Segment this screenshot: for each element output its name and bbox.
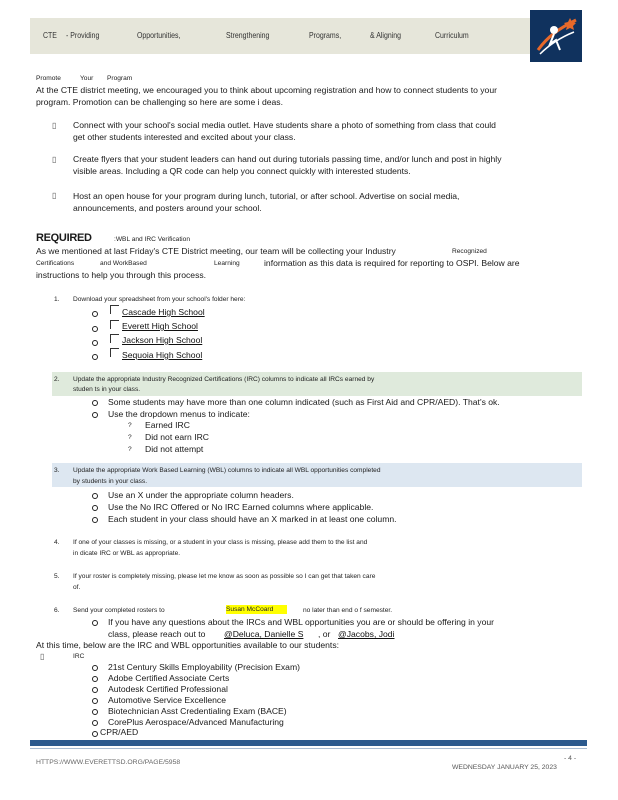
step-number: 5. [54, 573, 60, 580]
contact-mention-link[interactable]: @Jacobs, Jodi [338, 629, 395, 639]
step-text: of. [73, 584, 81, 591]
checkbox-icon [110, 348, 119, 357]
bullet-line: announcements, and posters around your school. [73, 203, 262, 213]
school-link[interactable]: Cascade High School [122, 307, 205, 317]
sub-bullet-text: class, please reach out to [108, 629, 206, 639]
irc-item: Automotive Service Excellence [108, 695, 226, 705]
square-bullet-icon: ▯ [52, 191, 57, 200]
step-number: 3. [54, 467, 60, 474]
required-line: Learning [214, 260, 240, 267]
irc-label: IRC [73, 653, 85, 660]
school-link[interactable]: Sequoia High School [122, 350, 203, 360]
circle-bullet-icon [92, 354, 98, 360]
circle-bullet-icon [92, 731, 98, 737]
step-number: 4. [54, 539, 60, 546]
circle-bullet-icon [92, 326, 98, 332]
circle-bullet-icon [92, 698, 98, 704]
option-mark: ? [128, 422, 132, 429]
irc-item: Autodesk Certified Professional [108, 684, 228, 694]
dropdown-option-text: Did not earn IRC [145, 432, 210, 442]
bullet-line: Host an open house for your program during lunch, tutorial, or after school. Advertise on social media, [73, 191, 460, 201]
district-logo-icon [530, 10, 582, 62]
sub-bullet-text: Each student in your class should have an X marked in at least one column. [108, 514, 397, 524]
bullet-line: Connect with your school's social media outlet. Have students share a photo of something from class that could [73, 120, 496, 130]
promote-paragraph-line: program. Promotion can be challenging so here are some i deas. [36, 97, 283, 107]
required-label: REQUIRED [36, 232, 92, 244]
circle-bullet-icon [92, 720, 98, 726]
irc-item: 21st Century Skills Employability (Precision Exam) [108, 662, 300, 672]
step-text: by students in your class. [73, 478, 148, 485]
step-text: Update the appropriate Work Based Learning (WBL) columns to indicate all WBL opportunities completed [73, 467, 381, 474]
circle-bullet-icon [92, 517, 98, 523]
circle-bullet-icon [92, 665, 98, 671]
required-subtitle: :WBL and IRC Verification [114, 236, 190, 243]
irc-intro: At this time, below are the IRC and WBL opportunities available to our students: [36, 640, 340, 650]
required-line: and WorkBased [100, 260, 147, 267]
step-text: studen ts in your class. [73, 386, 141, 393]
irc-item: Biotechnician Asst Credentialing Exam (BACE) [108, 706, 287, 716]
dropdown-option-text: Earned IRC [145, 420, 190, 430]
footer-date: WEDNESDAY JANUARY 25, 2023 [452, 764, 557, 771]
step-number: 6. [54, 607, 60, 614]
step-text: If your roster is completely missing, please let me know as soon as possible so I can get that taken care [73, 573, 376, 580]
page-number: - 4 - [564, 755, 577, 762]
required-line: instructions to help you through this process. [36, 270, 207, 280]
square-bullet-icon: ▯ [40, 652, 45, 661]
header-title [30, 18, 557, 54]
square-bullet-icon: ▯ [52, 121, 57, 130]
option-mark: ? [128, 446, 132, 453]
circle-bullet-icon [92, 687, 98, 693]
required-line: As we mentioned at last Friday's CTE District meeting, our team will be collecting your Industry [36, 246, 396, 256]
promote-heading-word: Your [80, 75, 94, 82]
irc-item: CorePlus Aerospace/Advanced Manufacturing [108, 717, 284, 727]
step-number: 2. [54, 376, 60, 383]
footer-url: HTTPS://WWW.EVERETTSD.ORG/PAGE/5958 [36, 759, 181, 766]
footer-rule [30, 740, 587, 746]
header-band [30, 18, 557, 54]
checkbox-icon [110, 320, 119, 329]
school-link[interactable]: Everett High School [122, 321, 198, 331]
footer-rule-thin [30, 748, 587, 749]
step-text: If one of your classes is missing, or a student in your class is missing, please add them to the list and [73, 539, 368, 546]
header-word: Strengthening [226, 30, 270, 40]
header-word: - Providing [66, 30, 100, 40]
circle-bullet-icon [92, 676, 98, 682]
dropdown-option-text: Did not attempt [145, 444, 204, 454]
required-line: Certifications [36, 260, 75, 267]
step-number: 1. [54, 296, 60, 303]
bullet-line: visible areas. Including a QR code can help you connect quickly with interested students. [73, 166, 411, 176]
promote-heading-word: Promote [36, 75, 61, 82]
circle-bullet-icon [92, 493, 98, 499]
step-text: in dicate IRC or WBL as appropriate. [73, 550, 181, 557]
circle-bullet-icon [92, 709, 98, 715]
header-word: Opportunities, [137, 30, 181, 40]
sub-bullet-text: If you have any questions about the IRCs and WBL opportunities you are or should be offering in your [108, 617, 495, 627]
circle-bullet-icon [92, 505, 98, 511]
square-bullet-icon: ▯ [52, 155, 57, 164]
bullet-line: Create flyers that your student leaders can hand out during tutorials passing time, and/or lunch and post in highly [73, 154, 502, 164]
step-text: Update the appropriate Industry Recognized Certifications (IRC) columns to indicate all IRCs earned by [73, 376, 375, 383]
header-word: Curriculum [435, 30, 469, 40]
circle-bullet-icon [92, 340, 98, 346]
step-text: Send your completed rosters to [73, 607, 165, 614]
checkbox-icon [110, 334, 119, 343]
irc-item: CPR/AED [100, 727, 139, 737]
sub-bullet-text: Use the dropdown menus to indicate: [108, 409, 250, 419]
required-line: Recognized [452, 248, 487, 255]
sub-bullet-text: Use the No IRC Offered or No IRC Earned columns where applicable. [108, 502, 374, 512]
header-word: Programs, [309, 30, 342, 40]
circle-bullet-icon [92, 620, 98, 626]
header-word: CTE [43, 30, 57, 40]
irc-item: Adobe Certified Associate Certs [108, 673, 230, 683]
bullet-line: get other students interested and excited about your class. [73, 132, 296, 142]
required-line: information as this data is required for reporting to OSPI. Below are [264, 258, 520, 268]
sub-bullet-text: Some students may have more than one column indicated (such as First Aid and CPR/AED). That's ok. [108, 397, 500, 407]
checkbox-icon [110, 305, 119, 314]
contact-mention-link[interactable]: @Deluca, Danielle S [224, 629, 304, 639]
circle-bullet-icon [92, 412, 98, 418]
step-text: Download your spreadsheet from your school's folder here: [73, 296, 246, 303]
promote-paragraph-line: At the CTE district meeting, we encouraged you to think about upcoming registration and how to connect students to your [36, 85, 497, 95]
circle-bullet-icon [92, 400, 98, 406]
option-mark: ? [128, 434, 132, 441]
step-text: no later than end o f semester. [303, 607, 393, 614]
header-word: & Aligning [370, 30, 402, 40]
circle-bullet-icon [92, 311, 98, 317]
promote-heading-word: Program [107, 75, 133, 82]
sub-bullet-text: , or [318, 629, 331, 639]
sub-bullet-text: Use an X under the appropriate column headers. [108, 490, 294, 500]
highlighted-contact: Susan McCoard [226, 605, 287, 614]
school-link[interactable]: Jackson High School [122, 335, 203, 345]
